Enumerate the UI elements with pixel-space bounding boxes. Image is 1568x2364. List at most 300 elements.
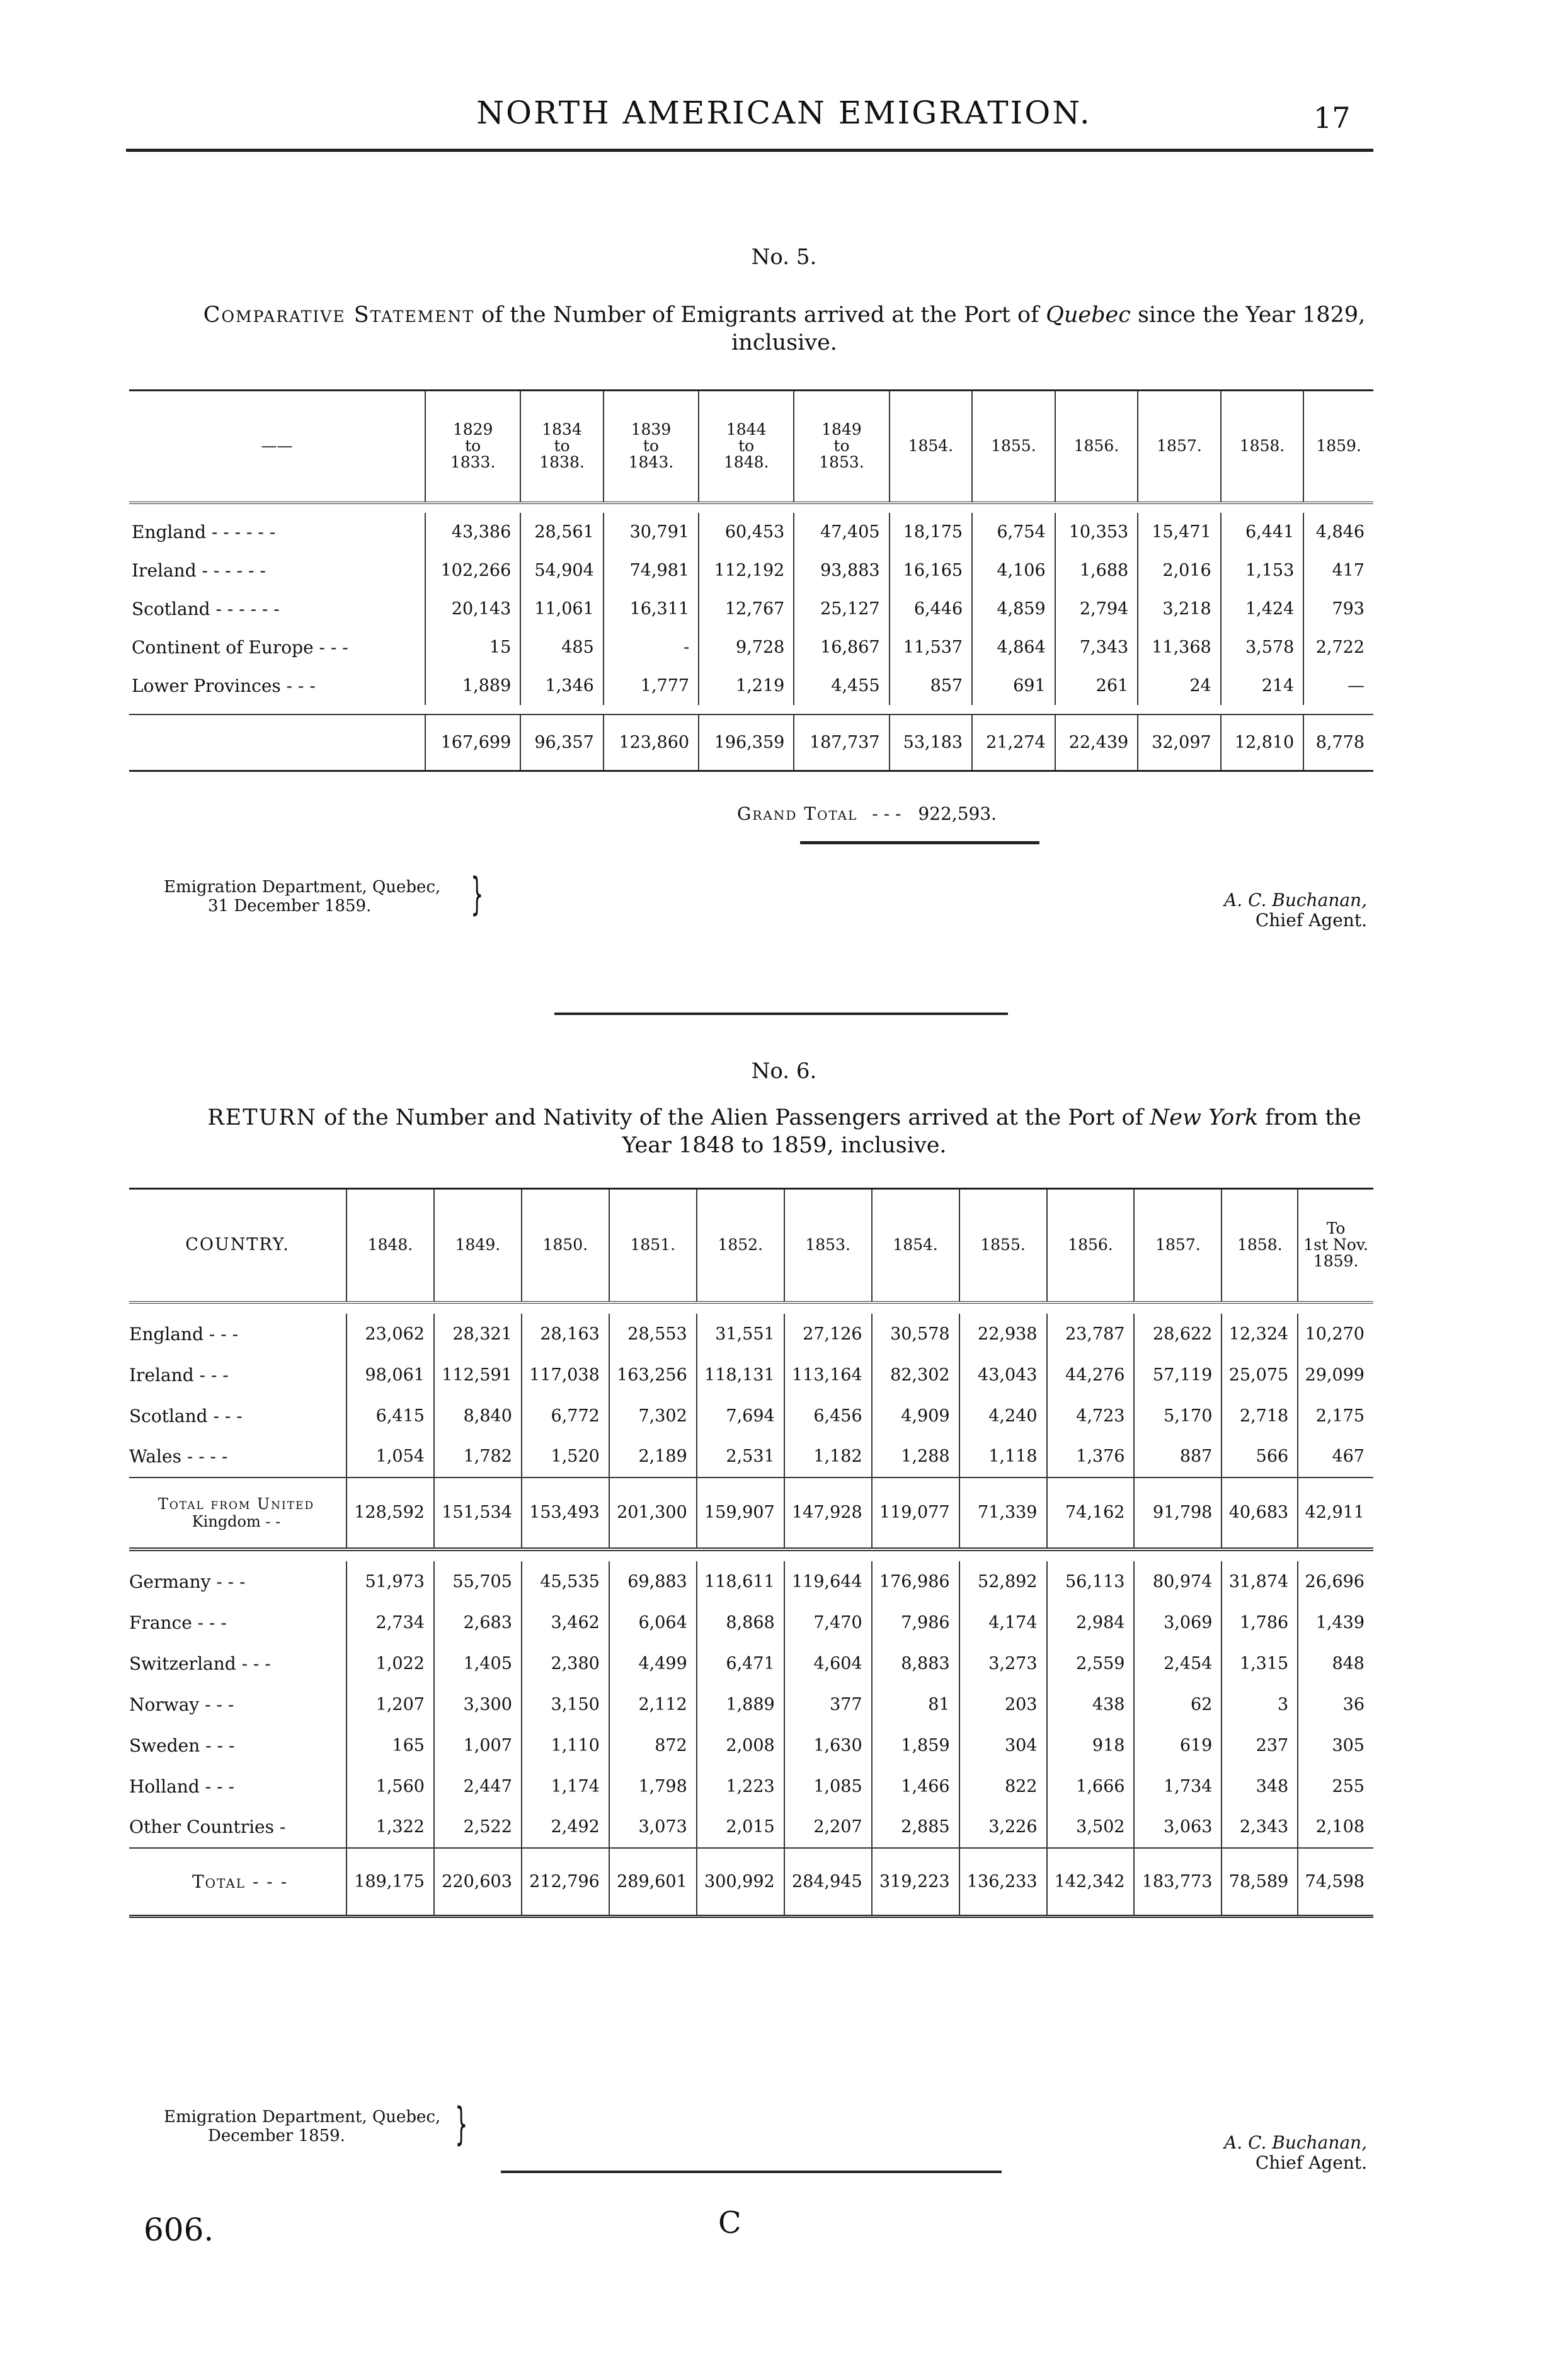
- table6-row: [129, 1561, 1373, 1602]
- table6-brace: }: [455, 2098, 468, 2150]
- table-cell: 2,008: [697, 1725, 784, 1766]
- table-cell: 2,722: [1303, 628, 1373, 667]
- table-cell: 1,315: [1222, 1643, 1298, 1684]
- table6-col-header: [1134, 1189, 1222, 1302]
- total-cell: 319,223: [872, 1848, 959, 1917]
- table-cell: 93,883: [794, 551, 889, 590]
- table5-col-header-line: 1843.: [628, 453, 674, 472]
- table6-caption-text: of the Number and Nativity of the Alien Passengers arrived at the Port of: [317, 1105, 1150, 1130]
- header-rule: [126, 149, 1373, 152]
- uk-total-label-line: Kingdom - -: [192, 1512, 281, 1530]
- table5-col-header: [1303, 391, 1373, 503]
- table-cell: 2,343: [1222, 1807, 1298, 1848]
- table6-col-header: [609, 1189, 697, 1302]
- table-cell: 28,321: [434, 1314, 522, 1355]
- table5-col-header-line: 1854.: [908, 437, 954, 456]
- table-cell: 11,061: [520, 590, 604, 628]
- table-cell: 1,859: [872, 1725, 959, 1766]
- row-label: Norway - - -: [129, 1694, 234, 1715]
- table-cell: 4,106: [972, 551, 1055, 590]
- table-cell: 2,794: [1055, 590, 1138, 628]
- table6-uk-total-row: [129, 1477, 1373, 1549]
- table-cell: 3,218: [1138, 590, 1221, 628]
- table6-col-header-line: 1859.: [1313, 1252, 1359, 1271]
- table-cell: 2,683: [434, 1602, 522, 1643]
- total-cell: 74,598: [1298, 1848, 1373, 1917]
- table6-caption-lead: RETURN: [207, 1105, 318, 1130]
- table-cell: 1,424: [1221, 590, 1304, 628]
- table6-col-header: [346, 1189, 434, 1302]
- table-cell: 6,456: [784, 1396, 872, 1437]
- table6-row: [129, 1602, 1373, 1643]
- table5-row: [129, 628, 1373, 667]
- row-label: Switzerland - - -: [129, 1653, 271, 1674]
- table6-row: [129, 1684, 1373, 1725]
- table-cell: 1,174: [522, 1766, 609, 1807]
- table-cell: 16,867: [794, 628, 889, 667]
- table6-col-header: [1222, 1189, 1298, 1302]
- spacer-cell: [129, 1302, 1373, 1314]
- table5-total-cell: 196,359: [699, 714, 794, 771]
- table-cell: 566: [1222, 1437, 1298, 1477]
- table-cell: 165: [346, 1725, 434, 1766]
- table-cell: 7,694: [697, 1396, 784, 1437]
- table-cell: 1,118: [959, 1437, 1047, 1477]
- table-cell: 62: [1134, 1684, 1222, 1725]
- table-cell: 1,007: [434, 1725, 522, 1766]
- row-label: Continent of Europe - - -: [132, 636, 348, 658]
- table-cell: 30,578: [872, 1314, 959, 1355]
- total-label: Total - - -: [129, 1848, 346, 1917]
- table-cell: 2,718: [1222, 1396, 1298, 1437]
- table-cell: 25,075: [1222, 1355, 1298, 1396]
- table-cell: 348: [1222, 1766, 1298, 1807]
- table-cell: 36: [1298, 1684, 1373, 1725]
- table-cell: 24: [1138, 667, 1221, 705]
- table6-col-header-line: 1858.: [1237, 1236, 1283, 1254]
- row-label: France - - -: [129, 1612, 227, 1633]
- uk-total-cell: 159,907: [697, 1477, 784, 1549]
- table-cell: 1,734: [1134, 1766, 1222, 1807]
- table-cell: 8,868: [697, 1602, 784, 1643]
- table6-col-header-line: 1848.: [367, 1236, 413, 1254]
- grand-total-dashes: - - -: [872, 803, 901, 824]
- table5-row: [129, 551, 1373, 590]
- row-label: Lower Provinces - - -: [132, 675, 316, 696]
- table-cell: 4,604: [784, 1643, 872, 1684]
- table5-row: [129, 667, 1373, 705]
- total-cell: 142,342: [1047, 1848, 1135, 1917]
- table-cell: 1,182: [784, 1437, 872, 1477]
- table6-sign-right: [1147, 2133, 1367, 2173]
- table6-col-header-line: 1854.: [893, 1236, 938, 1254]
- table-cell: 47,405: [794, 513, 889, 551]
- table5-caption-text: of the Number of Emigrants arrived at the Port of: [474, 302, 1046, 328]
- table-cell: 18,175: [890, 513, 973, 551]
- table-cell: 255: [1298, 1766, 1373, 1807]
- row-label: Ireland - - -: [129, 1364, 229, 1386]
- table-cell: 3,226: [959, 1807, 1047, 1848]
- table5-caption: [189, 301, 1380, 357]
- table6-row: [129, 1396, 1373, 1437]
- table-cell: 6,064: [609, 1602, 697, 1643]
- table5-total-cell: 22,439: [1055, 714, 1138, 771]
- table5-corner: ——: [129, 391, 425, 503]
- table-cell: 377: [784, 1684, 872, 1725]
- table-cell: 3,300: [434, 1684, 522, 1725]
- table-cell: 3,073: [609, 1807, 697, 1848]
- table-cell: 22,938: [959, 1314, 1047, 1355]
- table-cell: 1,022: [346, 1643, 434, 1684]
- table-cell: 1,666: [1047, 1766, 1135, 1807]
- table-cell: 81: [872, 1684, 959, 1725]
- table6-col-header: [784, 1189, 872, 1302]
- table-cell: 1,346: [520, 667, 604, 705]
- row-label: England - - - - - -: [132, 521, 276, 542]
- uk-total-cell: 91,798: [1134, 1477, 1222, 1549]
- table6-col-header: [1047, 1189, 1135, 1302]
- table5-total-cell: 53,183: [890, 714, 973, 771]
- table6-col-header: [959, 1189, 1047, 1302]
- table5-col-header-line: 1839: [631, 420, 672, 439]
- table-cell: 4,859: [972, 590, 1055, 628]
- table-cell: 417: [1303, 551, 1373, 590]
- table-cell: 1,223: [697, 1766, 784, 1807]
- table-cell: 56,113: [1047, 1561, 1135, 1602]
- table5-row: [129, 590, 1373, 628]
- table5-col-header-line: to: [738, 437, 755, 456]
- table-cell: 102,266: [425, 551, 520, 590]
- table-cell: 1,207: [346, 1684, 434, 1725]
- table6-col-header-line: 1852.: [718, 1236, 763, 1254]
- table5-col-header-line: 1833.: [450, 453, 496, 472]
- table5-col-header-line: to: [554, 437, 570, 456]
- table6-col-header-line: 1st Nov.: [1303, 1236, 1368, 1254]
- grand-total-label: Grand Total: [737, 803, 858, 824]
- table5-col-header-line: 1859.: [1316, 437, 1361, 456]
- total-cell: 136,233: [959, 1848, 1047, 1917]
- table-cell: 1,085: [784, 1766, 872, 1807]
- table-cell: 6,446: [890, 590, 973, 628]
- table-cell: 23,787: [1047, 1314, 1135, 1355]
- table5-col-header: [972, 391, 1055, 503]
- table-cell: 11,368: [1138, 628, 1221, 667]
- row-label: Wales - - - -: [129, 1446, 228, 1467]
- table-cell: 15,471: [1138, 513, 1221, 551]
- table-cell: 3,150: [522, 1684, 609, 1725]
- table-cell: 1,288: [872, 1437, 959, 1477]
- table-cell: 23,062: [346, 1314, 434, 1355]
- table-cell: 25,127: [794, 590, 889, 628]
- table-cell: 2,380: [522, 1643, 609, 1684]
- table6-col-header: [522, 1189, 609, 1302]
- table-cell: 9,728: [699, 628, 794, 667]
- table5-col-header-line: to: [833, 437, 850, 456]
- table6-caption-place: New York: [1150, 1105, 1259, 1130]
- table5-col-header-line: 1849: [821, 420, 862, 439]
- table-cell: 112,591: [434, 1355, 522, 1396]
- table-cell: 26,696: [1298, 1561, 1373, 1602]
- table5-col-header-line: 1848.: [723, 453, 769, 472]
- table6-row: [129, 1437, 1373, 1477]
- table5-header-row: [129, 391, 1373, 503]
- table-cell: 8,883: [872, 1643, 959, 1684]
- table-cell: 55,705: [434, 1561, 522, 1602]
- table-cell: 1,376: [1047, 1437, 1135, 1477]
- row-label: Scotland - - - - - -: [132, 598, 280, 619]
- table6-row: [129, 1766, 1373, 1807]
- row-label: Scotland - - -: [129, 1405, 243, 1426]
- table-cell: 4,499: [609, 1643, 697, 1684]
- table6-col-header: [1298, 1189, 1373, 1302]
- table6-row: [129, 1807, 1373, 1848]
- table-cell: 2,522: [434, 1807, 522, 1848]
- row-label: Sweden - - -: [129, 1735, 235, 1756]
- table-cell: 7,470: [784, 1602, 872, 1643]
- table5-brace: }: [471, 868, 484, 920]
- table6-col-header-line: 1855.: [980, 1236, 1026, 1254]
- total-cell: 289,601: [609, 1848, 697, 1917]
- table5-col-header-line: to: [643, 437, 659, 456]
- table-cell: 822: [959, 1766, 1047, 1807]
- table6-col-header-line: To: [1326, 1219, 1346, 1238]
- table-cell: 7,986: [872, 1602, 959, 1643]
- total-cell: 189,175: [346, 1848, 434, 1917]
- table6-caption-tail: from the Year 1848 to 1859, inclusive.: [622, 1105, 1361, 1158]
- table-cell: 28,163: [522, 1314, 609, 1355]
- table-cell: 3,273: [959, 1643, 1047, 1684]
- table-cell: 1,777: [604, 667, 699, 705]
- uk-total-label: [129, 1477, 346, 1549]
- table-cell: 872: [609, 1725, 697, 1766]
- table-cell: 176,986: [872, 1561, 959, 1602]
- grand-total-value: 922,593.: [918, 803, 997, 824]
- table5-col-header-line: 1844: [726, 420, 767, 439]
- table-cell: 4,909: [872, 1396, 959, 1437]
- total-cell: 284,945: [784, 1848, 872, 1917]
- table-cell: 2,447: [434, 1766, 522, 1807]
- table-cell: 1,786: [1222, 1602, 1298, 1643]
- table-cell: 1,322: [346, 1807, 434, 1848]
- table-cell: 2,175: [1298, 1396, 1373, 1437]
- spacer-row: [129, 503, 1373, 513]
- uk-total-cell: 40,683: [1222, 1477, 1298, 1549]
- table5-col-header-line: 1857.: [1157, 437, 1202, 456]
- table5-sign-right: [1147, 890, 1367, 931]
- table6-col-header: [697, 1189, 784, 1302]
- row-label: Ireland - - - - - -: [132, 559, 266, 581]
- table-cell: 98,061: [346, 1355, 434, 1396]
- row-label: Holland - - -: [129, 1776, 234, 1797]
- total-cell: 212,796: [522, 1848, 609, 1917]
- spacer-cell: [129, 1549, 1373, 1561]
- table-cell: 2,531: [697, 1437, 784, 1477]
- table-cell: 4,864: [972, 628, 1055, 667]
- table-cell: 2,108: [1298, 1807, 1373, 1848]
- table5-col-header-line: 1829: [452, 420, 493, 439]
- spacer-row: [129, 1549, 1373, 1561]
- table5-col-header-line: to: [465, 437, 481, 456]
- table-cell: 304: [959, 1725, 1047, 1766]
- table-cell: 887: [1134, 1437, 1222, 1477]
- table-cell: 1,110: [522, 1725, 609, 1766]
- table-cell: 261: [1055, 667, 1138, 705]
- spacer-cell: [129, 503, 1373, 513]
- table-cell: 2,189: [609, 1437, 697, 1477]
- table-cell: 1,054: [346, 1437, 434, 1477]
- table-cell: 43,386: [425, 513, 520, 551]
- table-cell: 7,302: [609, 1396, 697, 1437]
- row-label: England - - -: [129, 1323, 239, 1345]
- table-cell: 12,324: [1222, 1314, 1298, 1355]
- table5-col-header-line: 1855.: [991, 437, 1036, 456]
- table-cell: 793: [1303, 590, 1373, 628]
- uk-total-cell: 71,339: [959, 1477, 1047, 1549]
- table-cell: 11,537: [890, 628, 973, 667]
- table5-col-header: [699, 391, 794, 503]
- table-cell: 1,688: [1055, 551, 1138, 590]
- total-cell: 183,773: [1134, 1848, 1222, 1917]
- table6-col-header: [872, 1189, 959, 1302]
- table-cell: 3,578: [1221, 628, 1304, 667]
- table-cell: 20,143: [425, 590, 520, 628]
- table-cell: 467: [1298, 1437, 1373, 1477]
- table-cell: 691: [972, 667, 1055, 705]
- table-cell: 1,520: [522, 1437, 609, 1477]
- table-cell: 4,455: [794, 667, 889, 705]
- table-cell: 6,415: [346, 1396, 434, 1437]
- table5: [129, 389, 1373, 772]
- table-cell: 1,560: [346, 1766, 434, 1807]
- table5-caption-place: Quebec: [1046, 302, 1131, 328]
- uk-total-cell: 153,493: [522, 1477, 609, 1549]
- uk-total-cell: 42,911: [1298, 1477, 1373, 1549]
- table-cell: 52,892: [959, 1561, 1047, 1602]
- table-cell: 119,644: [784, 1561, 872, 1602]
- table5-col-header: [794, 391, 889, 503]
- table5-total-cell: 21,274: [972, 714, 1055, 771]
- table-cell: 31,874: [1222, 1561, 1298, 1602]
- table-cell: 6,471: [697, 1643, 784, 1684]
- table5-total-cell: 32,097: [1138, 714, 1221, 771]
- table-cell: 1,889: [697, 1684, 784, 1725]
- table-cell: 10,353: [1055, 513, 1138, 551]
- table6-header-row: [129, 1189, 1373, 1302]
- table5-agent-name: A. C. Buchanan,: [1224, 890, 1367, 910]
- table-cell: 1,782: [434, 1437, 522, 1477]
- table-cell: —: [1303, 667, 1373, 705]
- table5-sign-left: [164, 878, 440, 915]
- table5-total-cell: 12,810: [1221, 714, 1304, 771]
- row-label: Other Countries -: [129, 1816, 286, 1837]
- table5-sign-date: 31 December 1859.: [208, 897, 372, 915]
- uk-total-cell: 201,300: [609, 1477, 697, 1549]
- table6-col-header: [434, 1189, 522, 1302]
- table-cell: 6,754: [972, 513, 1055, 551]
- table-cell: 2,015: [697, 1807, 784, 1848]
- table-cell: 3,063: [1134, 1807, 1222, 1848]
- table5-caption-lead: Comparative Statement: [203, 302, 474, 328]
- table6-col-header-line: 1856.: [1068, 1236, 1113, 1254]
- table-cell: 1,630: [784, 1725, 872, 1766]
- table-cell: 3,462: [522, 1602, 609, 1643]
- section-separator: [554, 1013, 1008, 1015]
- table-cell: 69,883: [609, 1561, 697, 1602]
- table-cell: 29,099: [1298, 1355, 1373, 1396]
- table6-row: [129, 1355, 1373, 1396]
- table5-col-header: [1221, 391, 1304, 503]
- table-cell: 2,207: [784, 1807, 872, 1848]
- sheet-number: 606.: [144, 2212, 214, 2248]
- table5-col-header: [520, 391, 604, 503]
- table-cell: 4,174: [959, 1602, 1047, 1643]
- table-cell: 2,984: [1047, 1602, 1135, 1643]
- table-cell: 4,240: [959, 1396, 1047, 1437]
- table6-col-header-line: 1853.: [805, 1236, 850, 1254]
- table-cell: 3,069: [1134, 1602, 1222, 1643]
- table6-col-header-line: 1850.: [542, 1236, 588, 1254]
- table5-col-header-line: 1838.: [539, 453, 585, 472]
- table5-total-cell: 123,860: [604, 714, 699, 771]
- table-cell: 1,798: [609, 1766, 697, 1807]
- table5-body: [129, 503, 1373, 714]
- bottom-separator: [501, 2171, 1002, 2173]
- table-cell: 118,611: [697, 1561, 784, 1602]
- table6-agent-title: Chief Agent.: [1255, 2152, 1367, 2173]
- row-label: Germany - - -: [129, 1571, 246, 1592]
- table-cell: 619: [1134, 1725, 1222, 1766]
- table5-agent-title: Chief Agent.: [1255, 910, 1367, 931]
- table5-col-header: [604, 391, 699, 503]
- table5-col-header: [1055, 391, 1138, 503]
- uk-total-cell: 119,077: [872, 1477, 959, 1549]
- table-cell: 10,270: [1298, 1314, 1373, 1355]
- table-cell: 30,791: [604, 513, 699, 551]
- table-cell: 163,256: [609, 1355, 697, 1396]
- table6-row: [129, 1643, 1373, 1684]
- table-cell: 1,439: [1298, 1602, 1373, 1643]
- table6: [129, 1188, 1373, 1918]
- table-cell: 8,840: [434, 1396, 522, 1437]
- table-cell: 2,734: [346, 1602, 434, 1643]
- table5-total-cell: 187,737: [794, 714, 889, 771]
- page-number: 17: [1313, 101, 1351, 135]
- table-cell: 118,131: [697, 1355, 784, 1396]
- table-cell: 848: [1298, 1643, 1373, 1684]
- table5-col-header-line: 1856.: [1073, 437, 1119, 456]
- table6-body: [129, 1302, 1373, 1917]
- table-cell: 4,846: [1303, 513, 1373, 551]
- uk-total-cell: 147,928: [784, 1477, 872, 1549]
- table-cell: 305: [1298, 1725, 1373, 1766]
- table-cell: 485: [520, 628, 604, 667]
- table5-col-header-line: 1858.: [1239, 437, 1285, 456]
- table-cell: 82,302: [872, 1355, 959, 1396]
- table-cell: 74,981: [604, 551, 699, 590]
- table-cell: 1,405: [434, 1643, 522, 1684]
- table-cell: 2,454: [1134, 1643, 1222, 1684]
- table-cell: 203: [959, 1684, 1047, 1725]
- table5-total-cell: 8,778: [1303, 714, 1373, 771]
- table5-caption-tail: since the Year 1829, inclusive.: [731, 302, 1366, 355]
- table-cell: 5,170: [1134, 1396, 1222, 1437]
- table-cell: 4,723: [1047, 1396, 1135, 1437]
- table6-sign-date: December 1859.: [208, 2126, 345, 2145]
- table5-totals-label: [129, 714, 425, 771]
- table-cell: 113,164: [784, 1355, 872, 1396]
- table-cell: 2,016: [1138, 551, 1221, 590]
- table-cell: 857: [890, 667, 973, 705]
